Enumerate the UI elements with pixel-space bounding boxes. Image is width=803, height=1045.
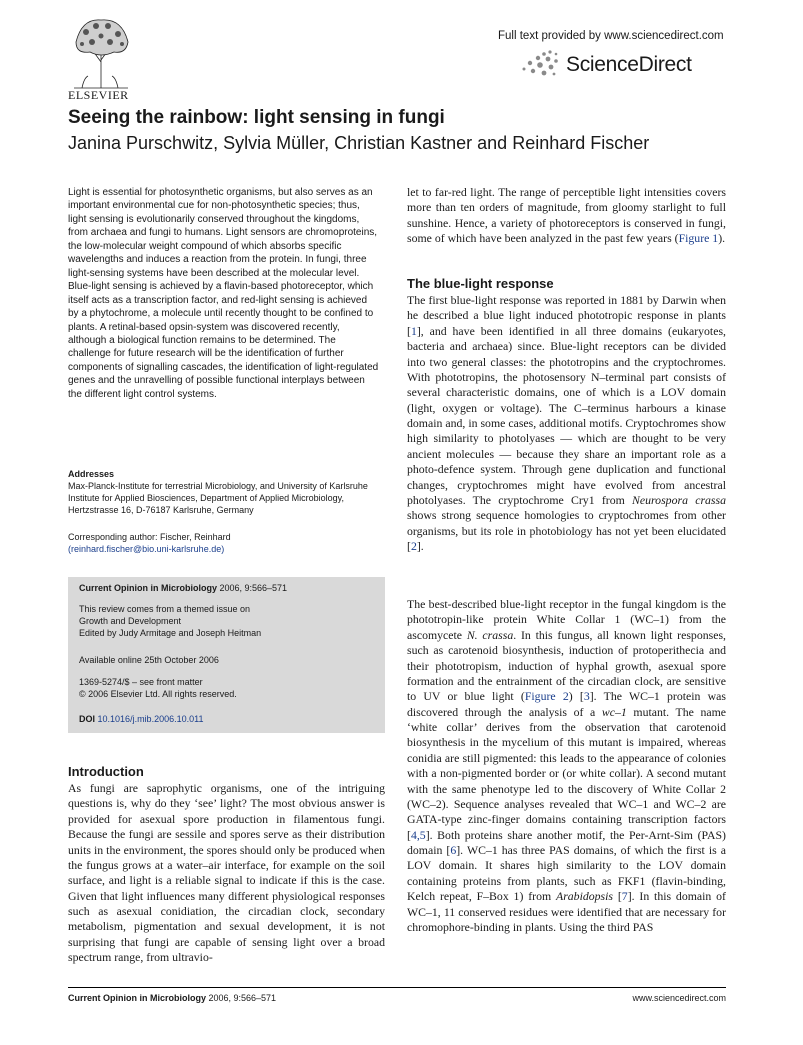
footer-citation [68,993,276,1003]
footer-journal: Current Opinion in Microbiology [68,993,206,1003]
sciencedirect-dots-icon [520,48,560,78]
text-run: ], and have been identified in all three domains (eukaryotes, bacteria and archaea) since. Blue-light receptors can be divided into two general classes: the phototropins and the cryptochromes. With phototropins, the photosensory N–terminal part consists of several characteristic domains, one of which is a LOV domain (light, oxygen or voltage). The C–terminus harbours a kinase domain and, in some cases, additional motifs. Cryptochromes show high similarity to photolyases — which are thought to be very ancient molecules — because they share an important role as a photo-defence system. Through gene duplication and functional changes, cryptochromes might have evolved from ancestral photolyases. The cryptochrome Cry1 from [407,323,726,507]
info-journal-issue: 2006, 9:566–571 [217,583,288,593]
figure-1-link[interactable]: Figure 1 [678,231,719,246]
text-run: ]. WC–1 has three PAS domains, of which the first is a LOV domain. It shares high similarity to the LOV domain containing proteins from plants, such as FKF1 (flavin-binding, Kelch repeat, F–Box 1) from [407,843,726,904]
addresses-text: Max-Planck-Institute for terrestrial Microbiology, and University of Karlsruhe Institute for Applied Biosciences, Department of Applied Microbiology, Hertzstrasse 16, D-76187 Karlsruhe, Germany [68,481,368,515]
addresses-block [68,468,380,516]
text-run: ]. The WC–1 protein was discovered through the analysis of a [407,689,726,719]
text-run: ) [ [568,689,584,704]
text-run: . In this fungus, all known light responses, such as carotenoid biosynthesis, induction of protoperithecia and their phototropism, induction of hyphal growth, asexual spore formation and the entrainment of the circadian clock, are sensitive to UV or blue light ( [407,627,726,704]
text-run: ). [718,231,726,246]
info-theme-intro: This review comes from a themed issue on [79,604,251,614]
article-info-box [68,577,385,733]
info-available-date: Available online 25th October 2006 [79,655,219,665]
ref-3-link[interactable]: 3 [583,689,590,704]
text-run: shows strong sequence homologies to cryptochromes from other organisms, but its role in photobiology has not yet been elucidated [ [407,508,726,553]
info-journal [79,583,287,593]
ref-4-5-link[interactable]: 4,5 [410,827,426,842]
doi-link[interactable]: 10.1016/j.mib.2006.10.011 [97,714,204,724]
blue-light-heading: The blue-light response [407,276,554,291]
text-run: mutant. The name ‘white collar’ derives from the observation that carotenoid biosynthesis in the mycelium of this mutant is impaired, whereas conidia are still pigmented: this leads to the appearance of colonies with a non-pigmented border or (or white collar). A second mutant with the same phenotype led to the discovery of White Collar 2 (WC–2). Sequence analyses revealed that WC–1 and WC–2 are GATA-type zinc-finger domains containing transcription factors [ [407,704,726,842]
article-authors: Janina Purschwitz, Sylvia Müller, Christian Kastner and Reinhard Fischer [68,133,650,153]
introduction-paragraph: As fungi are saprophytic organisms, one of the intriguing questions is, why do they ‘see’ light? The most obvious answer is provided for asexual spore production in filamentous fungi. Because the fungi are sessile and spores serve as their distribution units in the environment, the spores should only be produced when the fungus grows at a water–air interface, for example on the soil surface, and light is a reliable signal to indicate if this is the case. Given that light influences many different physiological responses such as asexual conidiation, the circadian clock, secondary metabolism, pigmentation and sexual development, it is not surprising that fungi are capable of sensing light over a broad spectrum range, from ultravio- [68,781,385,965]
gene-name: wc–1 [601,704,627,719]
info-copyright: © 2006 Elsevier Ltd. All rights reserved. [79,689,237,699]
blue-light-paragraph-1 [407,293,726,554]
fulltext-notice: Full text provided by www.sciencedirect.com [498,30,724,42]
text-run: ]. In this domain of WC–1, 11 conserved residues were identified that are necessary for chromophore-binding in plants. Using the third PAS [407,889,726,934]
footer-issue: 2006, 9:566–571 [206,993,277,1003]
abstract: Light is essential for photosynthetic organisms, but also serves as an important environmental cue for non-photosynthetic species; thus, light sensing is evolutionarily conserved throughout the kingdoms, from archaea and fungi to humans. Light sensors are chromoproteins, the low-molecular weight compound of which absorbs specific wavelengths and induces a reaction from the protein. In fungi, three light-sensing systems have been described at the molecular level. Blue-light sensing is achieved by a flavin-based photoreceptor, which itself acts as a transcription factor, and red-light sensing is achieved by a phytochrome, a molecule until recently thought to be confined to plants. A retinal-based opsin-system was discovered recently, although a biological function remains to be determined. The challenge for future research will be the identification of further components of signalling cascades, the identification of light-regulated genes and the unravelling of possible functional interplays between the different light control systems. [68,187,379,400]
ref-6-link[interactable]: 6 [450,843,457,857]
corresponding-label: Corresponding author: Fischer, Reinhard [68,532,231,542]
species-name: N. crassa [466,627,514,642]
info-issn: 1369-5274/$ – see front matter [79,677,203,687]
text-run: The first blue-light response was reported in 1881 by Darwin when he described a blue light induced phototropic response in plants [ [407,293,726,338]
introduction-heading: Introduction [68,764,144,779]
corresponding-email-link[interactable]: (reinhard.fischer@bio.uni-karlsruhe.de) [68,544,225,554]
publisher-name: ELSEVIER [68,88,129,102]
continued-paragraph [407,185,726,247]
text-run: [ [613,889,622,904]
text-run: ]. [416,539,424,553]
info-doi [79,714,203,724]
info-theme-name: Growth and Development [79,616,182,626]
ref-7-link[interactable]: 7 [621,889,628,904]
addresses-heading: Addresses [68,469,115,479]
blue-light-paragraph-2 [407,597,726,935]
species-name: Neurospora crassa [632,492,727,507]
text-run: let to far-red light. The range of perceptible light intensities covers more than ten orders of magnitude, from gloomy starlight to full sunshine. Hence, a variety of photoreceptors is conserved in fungi, some of which have been analyzed in the past few years ( [407,185,726,246]
info-editors: Edited by Judy Armitage and Joseph Heitman [79,628,262,638]
corresponding-author [68,531,380,555]
ref-1-link[interactable]: 1 [410,323,417,338]
footer-website[interactable]: www.sciencedirect.com [632,993,726,1003]
ref-2-link[interactable]: 2 [410,539,417,553]
figure-2-link[interactable]: Figure 2 [524,689,569,704]
article-title: Seeing the rainbow: light sensing in fungi [68,107,445,128]
info-doi-label: DOI [79,714,96,724]
text-run: The best-described blue-light receptor in the fungal kingdom is the phototropin-like protein White Collar 1 (WC–1) from the ascomycete [407,597,726,642]
sciencedirect-brand: ScienceDirect [566,53,692,76]
species-name: Arabidopsis [555,889,614,904]
text-run: ]. Both proteins share another motif, the Per-Arnt-Sim (PAS) domain [ [407,827,726,857]
footer-divider [68,987,726,988]
info-journal-name: Current Opinion in Microbiology [79,583,217,593]
